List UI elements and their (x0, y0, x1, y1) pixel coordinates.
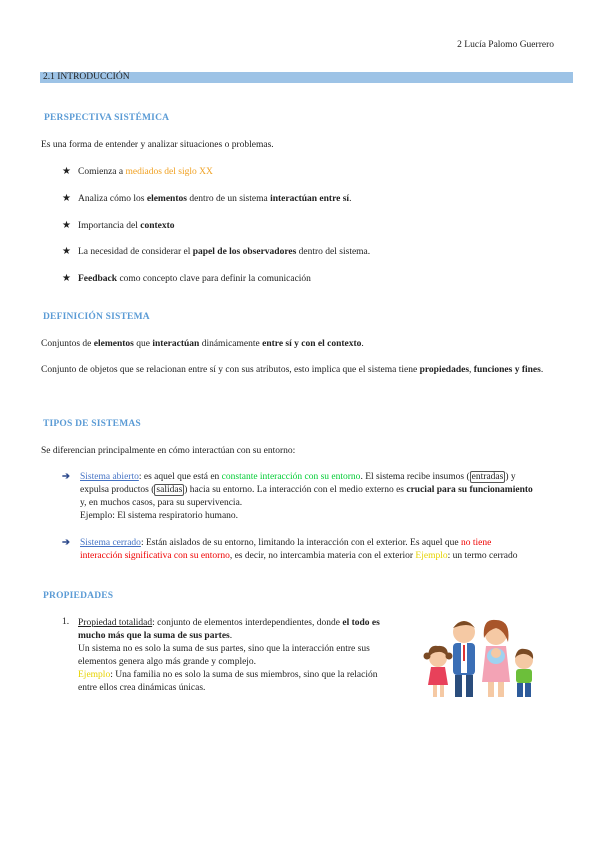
family-illustration (418, 612, 546, 702)
chapter-title-bar: 2.1 INTRODUCCIÓN (40, 72, 573, 83)
list-item: ★ La necesidad de considerar el papel de los observadores dentro del sistema. (62, 246, 371, 257)
section-heading-definicion: DEFINICIÓN SISTEMA (43, 312, 150, 322)
section-heading-perspectiva: PERSPECTIVA SISTÉMICA (44, 113, 170, 123)
definicion-paragraph-1: Conjuntos de elementos que interactúan dinámicamente entre sí y con el contexto. (41, 339, 364, 349)
definicion-paragraph-2: Conjunto de objetos que se relacionan entre sí y con sus atributos, esto implica que el sistema tiene propiedades, funciones y fines. (41, 365, 544, 375)
list-item: ★ Importancia del contexto (62, 220, 175, 231)
sistema-cerrado-link[interactable]: Sistema cerrado (80, 538, 141, 548)
list-item: ★ Feedback como concepto clave para definir la comunicación (62, 273, 311, 284)
list-item: ★ Comienza a mediados del siglo XX (62, 166, 213, 177)
right-arrow-icon: ➔ (62, 538, 70, 548)
right-arrow-icon: ➔ (62, 472, 70, 482)
propiedad-list-item: 1. Propiedad totalidad: conjunto de elementos interdependientes, donde el todo es mucho más que la suma de sus partes. Un sistema no es solo la suma de sus partes, sino que la interacción entre sus elementos genera algo más grande y complejo. Ejemplo: Una familia no es solo la suma de sus miembros, sino que la relación entre ellos crea dinámicas únicas. (62, 617, 380, 693)
list-number: 1. (62, 617, 70, 627)
sistema-abierto-link[interactable]: Sistema abierto (80, 472, 139, 482)
section-heading-propiedades: PROPIEDADES (43, 591, 114, 601)
propiedad-totalidad-label: Propiedad totalidad (78, 618, 153, 628)
star-icon: ★ (62, 193, 71, 204)
star-icon: ★ (62, 220, 71, 231)
star-icon: ★ (62, 246, 71, 257)
author-header: 2 Lucía Palomo Guerrero (457, 40, 554, 50)
tipos-intro: Se diferencian principalmente en cómo interactúan con su entorno: (41, 446, 296, 456)
star-icon: ★ (62, 273, 71, 284)
section-heading-tipos: TIPOS DE SISTEMAS (43, 419, 141, 429)
list-item: ★ Analiza cómo los elementos dentro de un sistema interactúan entre sí. (62, 193, 352, 204)
star-icon: ★ (62, 166, 71, 177)
perspectiva-intro: Es una forma de entender y analizar situaciones o problemas. (41, 140, 274, 150)
